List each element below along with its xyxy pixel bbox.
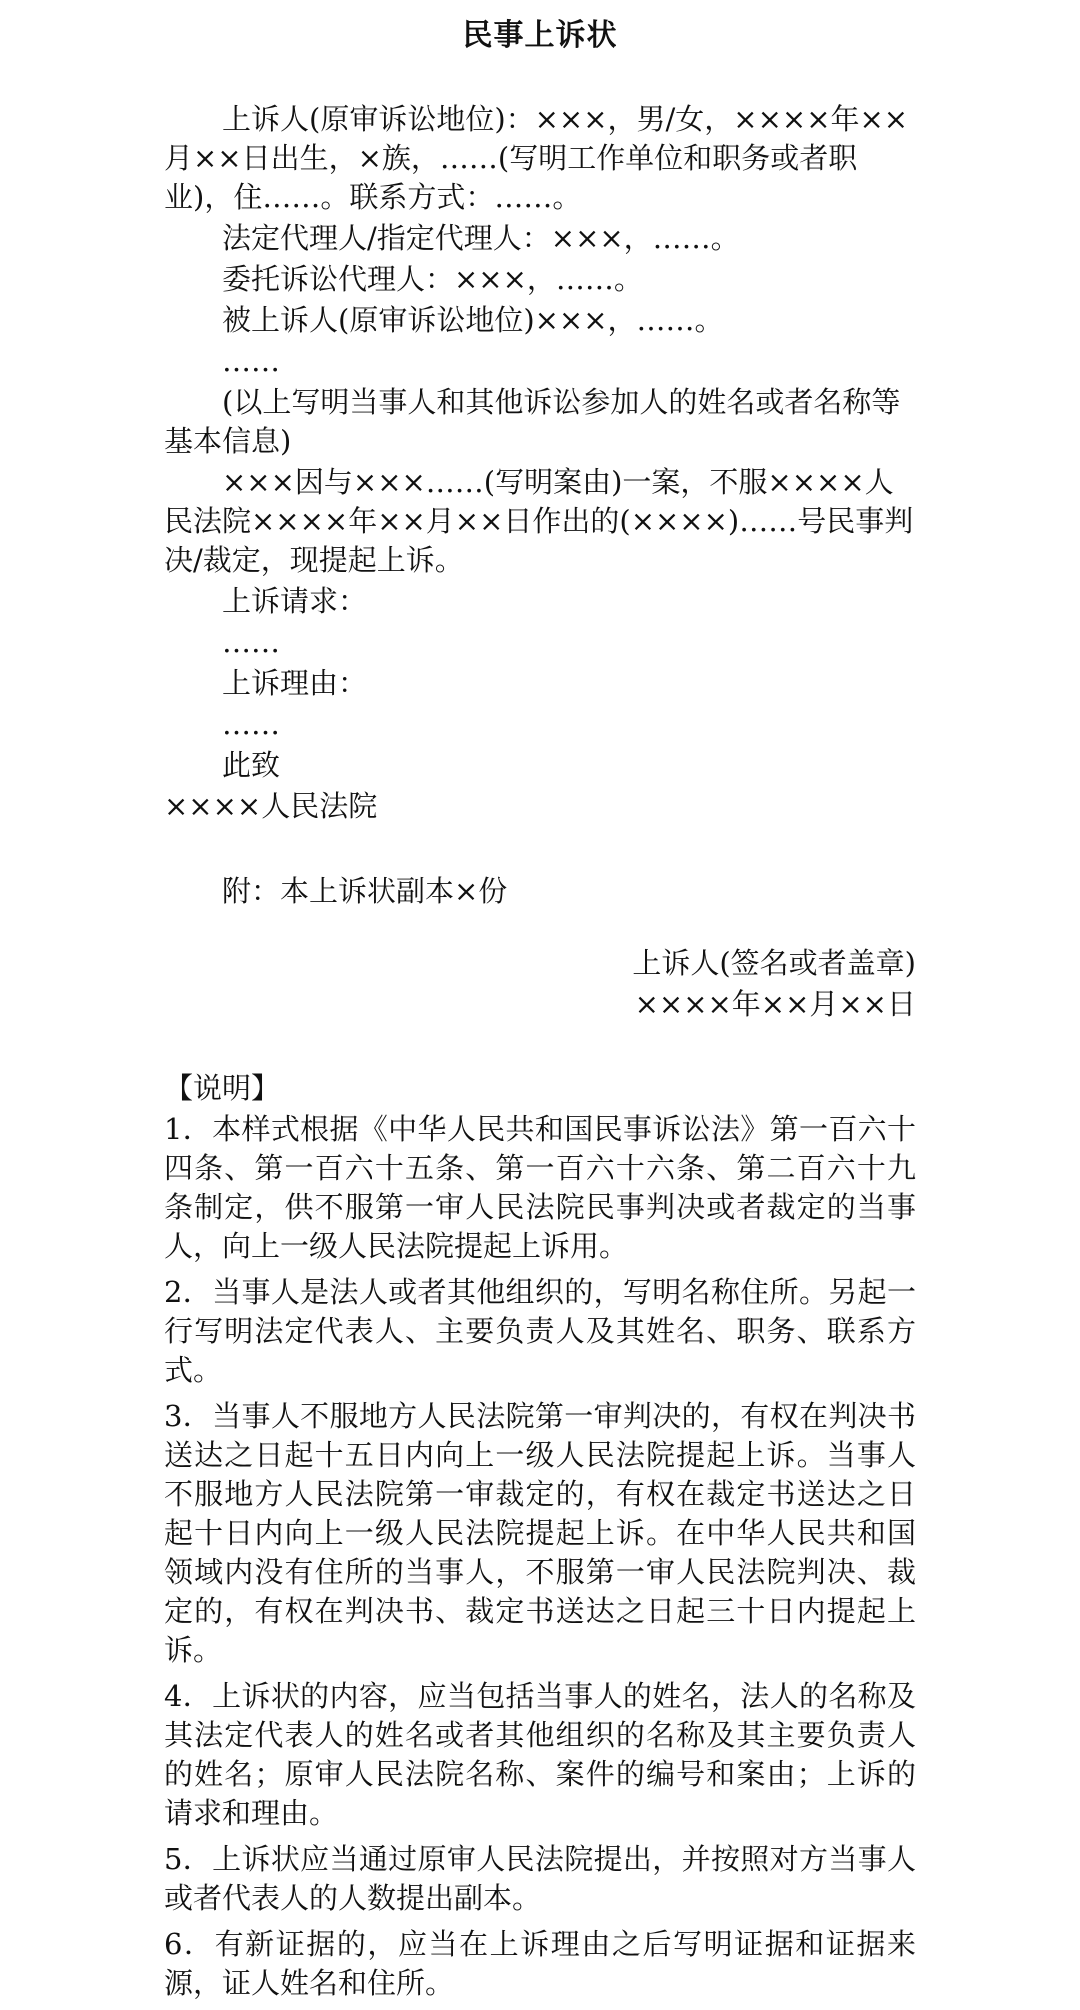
appeal-reason-content: …… bbox=[222, 707, 280, 741]
case-statement-paragraph: ×××因与×××……(写明案由)一案，不服××××人民法院××××年××月××日作出的(××××)……号民事判决/裁定，现提起上诉。 bbox=[164, 465, 914, 577]
note-item-2: 2．当事人是法人或者其他组织的，写明名称住所。另起一行写明法定代表人、主要负责人及其姓名、职务、联系方式。 bbox=[164, 1275, 916, 1387]
appeal-request-heading: 上诉请求： bbox=[222, 584, 368, 618]
note-item-6: 6．有新证据的，应当在上诉理由之后写明证据和证据来源，证人姓名和住所。 bbox=[164, 1927, 916, 2000]
notes-section bbox=[164, 1069, 916, 2010]
ellipsis-paragraph: …… bbox=[222, 344, 280, 378]
notes-heading: 【说明】 bbox=[164, 1071, 281, 1105]
note-item-3: 3．当事人不服地方人民法院第一审判决的，有权在判决书送达之日起十五日内向上一级人民法院提起上诉。当事人不服地方人民法院第一审裁定的，有权在裁定书送达之日起十日内向上一级人民法院提起上诉。在中华人民共和国领域内没有住所的当事人，不服第一审人民法院判决、裁定的，有权在判决书、裁定书送达之日起三十日内提起上诉。 bbox=[164, 1399, 916, 1667]
appeal-request-content: …… bbox=[222, 625, 280, 659]
note-item-4: 4．上诉状的内容，应当包括当事人的姓名，法人的名称及其法定代表人的姓名或者其他组织的名称及其主要负责人的姓名；原审人民法院名称、案件的编号和案由；上诉的请求和理由。 bbox=[164, 1679, 916, 1830]
document-body bbox=[164, 100, 916, 913]
parties-note-paragraph: (以上写明当事人和其他诉讼参加人的姓名或者名称等基本信息) bbox=[164, 385, 901, 458]
appeal-reason-heading: 上诉理由： bbox=[222, 666, 368, 700]
legal-agent-paragraph: 法定代理人/指定代理人：×××，……。 bbox=[222, 221, 740, 255]
attachment-line: 附：本上诉状副本×份 bbox=[222, 874, 508, 908]
entrusted-agent-paragraph: 委托诉讼代理人：×××，……。 bbox=[222, 262, 643, 296]
salutation-paragraph: 此致 bbox=[222, 748, 281, 782]
appellee-paragraph: 被上诉人(原审诉讼地位)×××，……。 bbox=[222, 303, 724, 337]
court-name-paragraph: ××××人民法院 bbox=[164, 789, 378, 823]
note-item-1: 1．本样式根据《中华人民共和国民事诉讼法》第一百六十四条、第一百六十五条、第一百六十六条、第二百六十九条制定，供不服第一审人民法院民事判决或者裁定的当事人，向上一级人民法院提起上诉用。 bbox=[164, 1112, 916, 1263]
signature-line: 上诉人(签名或者盖章) bbox=[632, 946, 916, 980]
date-line: ××××年××月××日 bbox=[634, 987, 916, 1021]
note-item-5: 5．上诉状应当通过原审人民法院提出，并按照对方当事人或者代表人的人数提出副本。 bbox=[164, 1842, 916, 1915]
appellant-paragraph: 上诉人(原审诉讼地位)：×××，男/女，××××年××月××日出生，×族，……(写明工作单位和职务或者职业)，住……。联系方式：……。 bbox=[164, 102, 909, 214]
document-title: 民事上诉状 bbox=[462, 18, 618, 53]
